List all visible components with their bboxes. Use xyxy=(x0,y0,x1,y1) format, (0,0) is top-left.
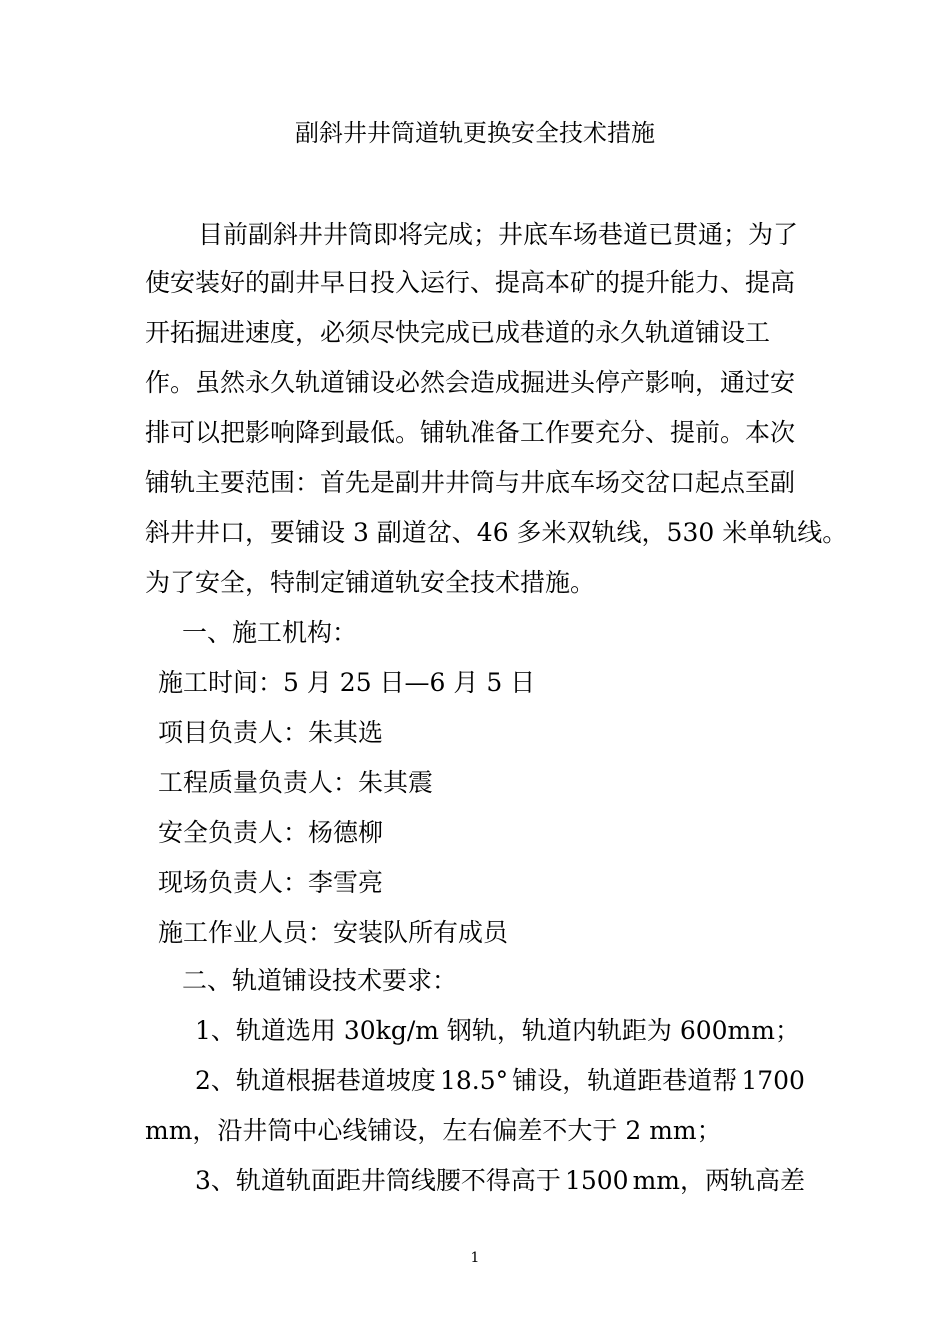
list-item: 安全负责人：杨德柳 xyxy=(158,818,384,847)
paragraph-line: 排可以把影响降到最低。铺轨准备工作要充分、提前。本次 xyxy=(145,418,796,447)
text-segment: 1500 xyxy=(564,1166,629,1195)
paragraph-line: 开拓掘进速度，必须尽快完成已成巷道的永久轨道铺设工 xyxy=(145,318,771,347)
list-item: 工程质量负责人：朱其震 xyxy=(158,768,434,797)
requirement-item xyxy=(195,1166,805,1196)
list-item: 现场负责人：李雪亮 xyxy=(158,868,384,897)
requirement-continuation: mm，沿井筒中心线铺设，左右偏差不大于 2 mm； xyxy=(145,1116,722,1145)
list-item: 施工时间：5 月 25 日—6 月 5 日 xyxy=(158,668,536,697)
text-segment: 1700 xyxy=(741,1066,805,1095)
text-segment: 18.5° xyxy=(440,1066,509,1095)
paragraph-line: 为了安全，特制定铺道轨安全技术措施。 xyxy=(145,568,596,597)
text-segment: mm，两轨高差 xyxy=(632,1166,805,1195)
paragraph-line: 斜井井口，要铺设 3 副道岔、46 多米双轨线，530 米单轨线。 xyxy=(145,518,848,547)
section-heading: 一、施工机构： xyxy=(182,618,358,647)
text-segment: 铺设，轨道距巷道帮 xyxy=(512,1066,738,1095)
list-item: 项目负责人：朱其选 xyxy=(158,718,384,747)
page-number: 1 xyxy=(470,1250,480,1266)
text-segment: 2、轨道根据巷道坡度 xyxy=(195,1066,436,1095)
document-title: 副斜井井筒道轨更换安全技术措施 xyxy=(295,119,655,147)
paragraph-line: 铺轨主要范围：首先是副井井筒与井底车场交岔口起点至副 xyxy=(145,468,796,497)
requirement-item: 1、轨道选用 30kg/m 钢轨，轨道内轨距为 600mm； xyxy=(195,1016,800,1045)
requirement-item xyxy=(195,1066,805,1096)
paragraph-line: 目前副斜井井筒即将完成；井底车场巷道已贯通；为了 xyxy=(198,220,799,249)
section-heading: 二、轨道铺设技术要求： xyxy=(182,966,458,995)
list-item: 施工作业人员：安装队所有成员 xyxy=(158,918,509,947)
paragraph-line: 使安装好的副井早日投入运行、提高本矿的提升能力、提高 xyxy=(145,268,796,297)
paragraph-line: 作。虽然永久轨道铺设必然会造成掘进头停产影响，通过安 xyxy=(145,368,796,397)
text-segment: 3、轨道轨面距井筒线腰不得高于 xyxy=(195,1166,561,1195)
